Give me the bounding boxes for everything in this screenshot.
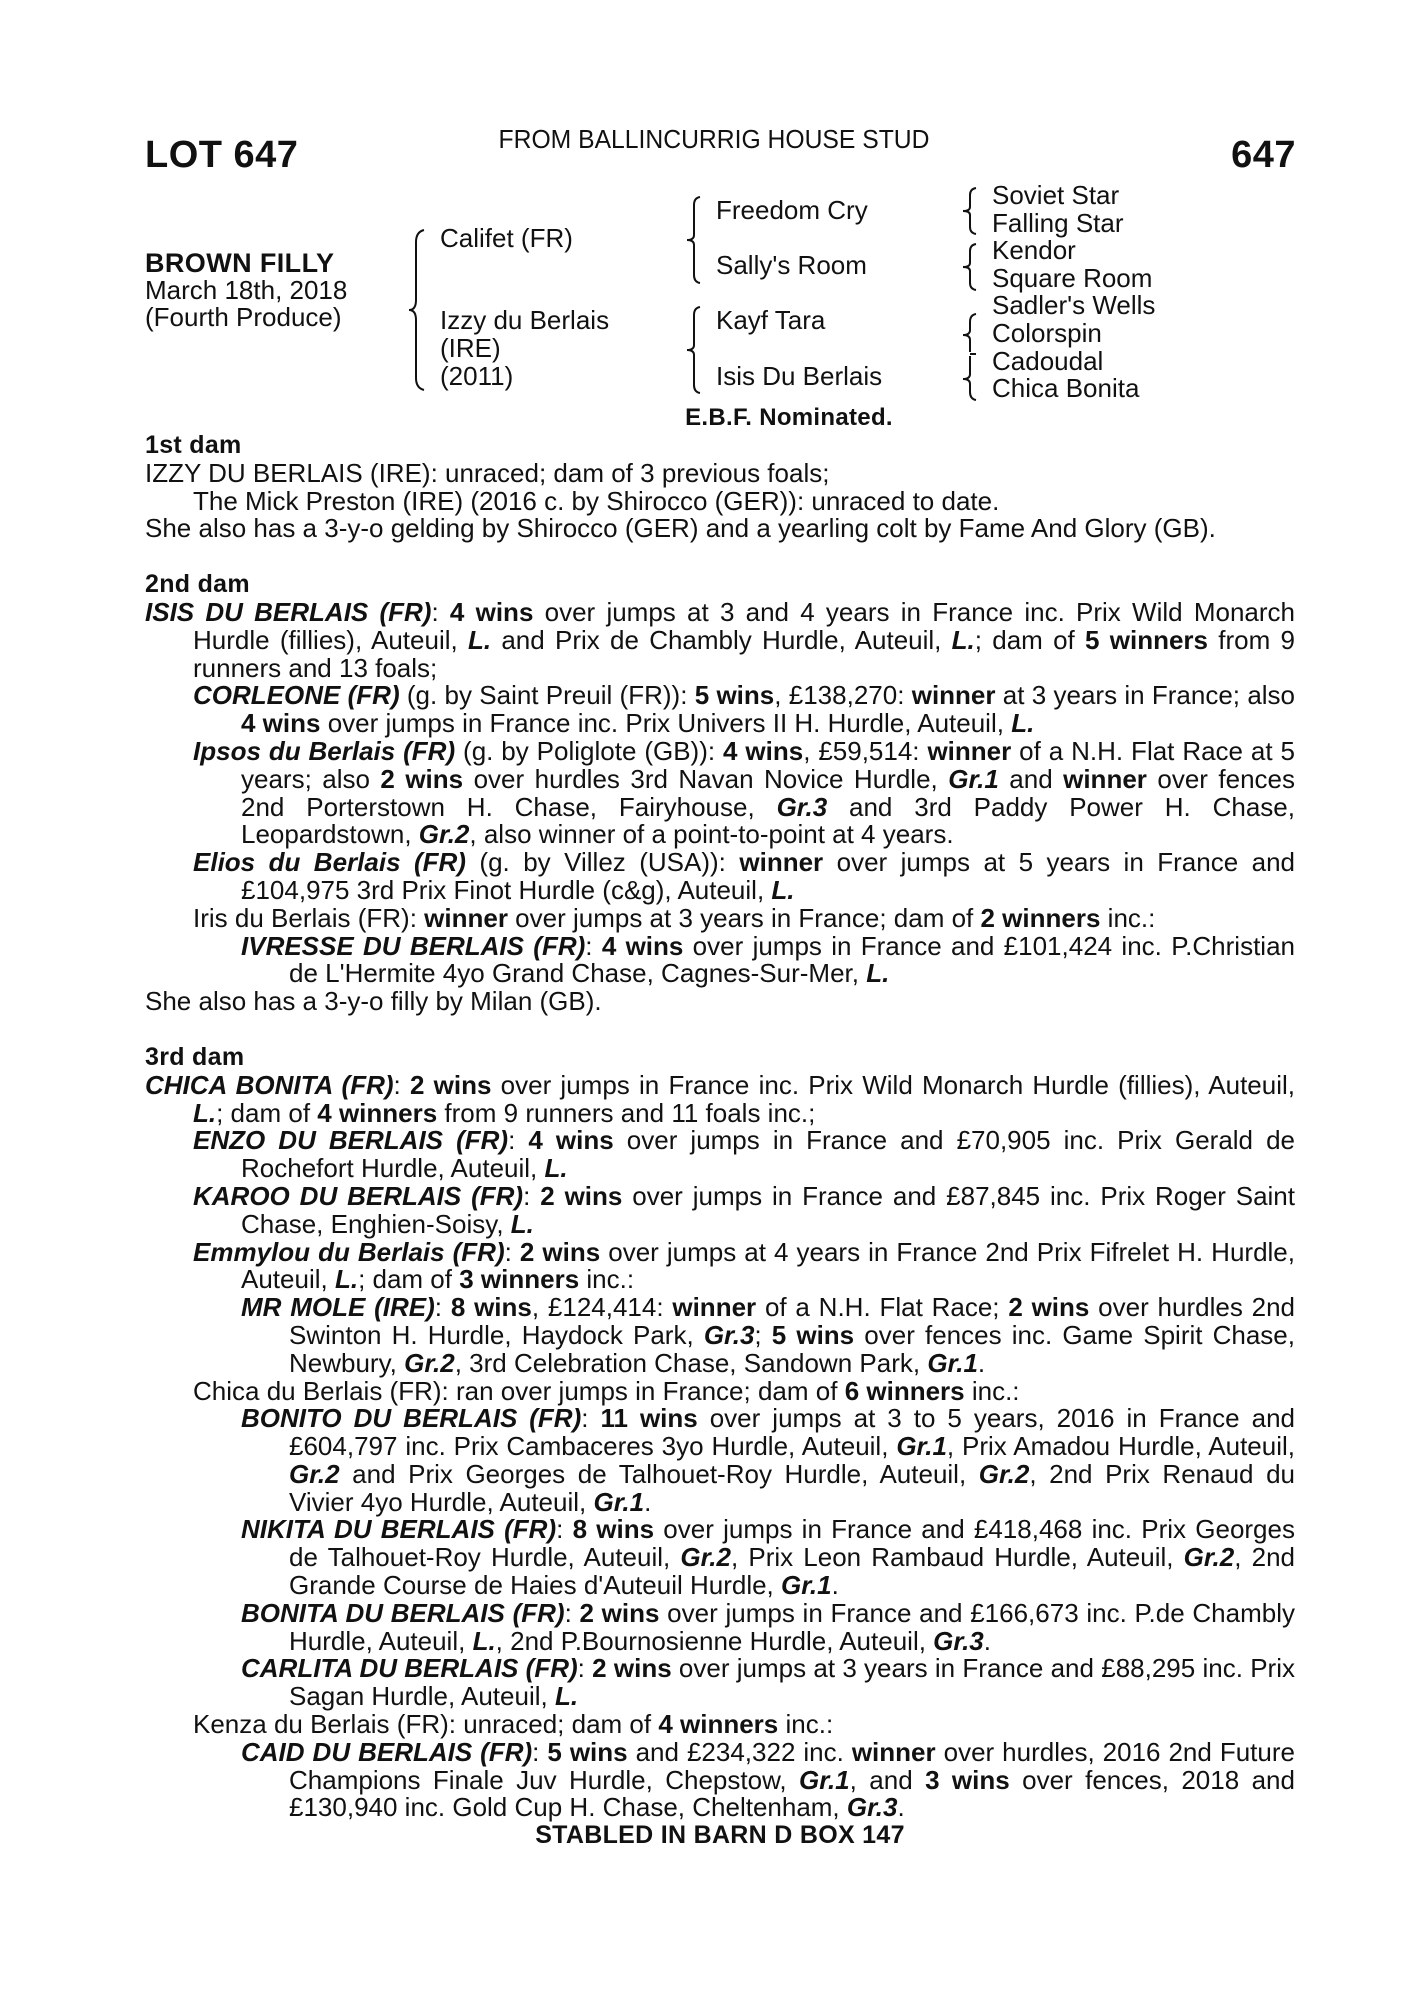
first-dam-foal: The Mick Preston (IRE) (2016 c. by Shirocco (GER)): unraced to date. [193,485,1000,516]
horse-description: BROWN FILLY [145,248,335,278]
text-run: from 9 runners and 11 foals inc.; [437,1097,816,1128]
text-run: over hurdles 2nd Swinton H. Hurdle, Haydock Park, [289,1292,1295,1350]
progeny-entry [145,1597,1295,1656]
progeny-entry [145,1127,1295,1183]
ancestor: Chica Bonita [992,373,1140,404]
text-run: Chica du Berlais (FR): ran over jumps in France; dam of [193,1375,845,1406]
text-run: over hurdles, 2016 2nd Future Champions Finale Juv Hurdle, Chepstow, [289,1736,1295,1795]
bold-text: 5 wins [694,680,775,711]
horse-name: BONITA DU BERLAIS (FR) [241,1597,565,1628]
text-run: (g. by Villez (USA)): [465,847,740,878]
emphasis-text: Gr.1 [948,763,999,794]
text-run: over jumps in France and £87,845 inc. Prix Roger Saint Chase, Enghien-Soisy, [241,1180,1295,1239]
text-run: Iris du Berlais (FR): [193,902,425,933]
pedigree-third-generation [992,182,1155,403]
emphasis-text: Gr.2 [418,819,470,850]
bold-text: 8 wins [572,1514,655,1545]
progeny-entry [145,1516,1295,1599]
text-run: : [431,596,450,627]
brace-icon [962,312,978,402]
bold-text: 2 wins [380,763,464,794]
bold-text: winner [911,680,996,711]
emphasis-text: Gr.1 [799,1764,850,1795]
text-run: (g. by Saint Preuil (FR)): [399,680,695,711]
text-run: : [434,1292,451,1323]
text-run: over jumps in France and £418,468 inc. Prix Georges de Talhouet-Roy Hurdle, Auteuil, [289,1514,1295,1573]
text-run: ; [754,1319,772,1350]
catalogue-body [145,432,1295,1850]
produce-number: (Fourth Produce) [145,302,342,332]
bold-text: 2 wins [409,1069,492,1100]
emphasis-text: Gr.3 [776,791,828,822]
bold-text: 4 wins [241,708,321,739]
text-run: : [393,1069,410,1100]
progeny-entry [145,1711,1295,1739]
bold-text: 4 wins [723,735,804,766]
text-run: and Prix Georges de Talhouet-Roy Hurdle, Auteuil, [339,1458,979,1489]
text-run: and 3rd Paddy Power H. Chase, Leopardstown, [241,791,1295,850]
text-run: over jumps in France inc. Prix Univers II H. Hurdle, Auteuil, [320,708,1012,739]
lot-number: 647 [1231,134,1296,176]
progeny-entry [145,735,1295,850]
text-run: over jumps in France and £101,424 inc. P.Christian de L'Hermite 4yo Grand Chase, Cagnes-Sur-Mer, [289,930,1295,989]
emphasis-text: Gr.3 [933,1625,984,1656]
bold-text: 5 winners [1085,624,1209,655]
text-run: over jumps in France and £70,905 inc. Prix Gerald de Rochefort Hurdle, Auteuil, [241,1125,1296,1184]
bold-text: 4 wins [449,596,534,627]
text-run: at 3 years in France; also [995,680,1296,711]
bold-text: 3 winners [459,1264,580,1295]
pedigree-dam-dam: Isis Du Berlais [716,361,883,391]
text-run: ; dam of [358,1264,460,1295]
bold-text: 2 wins [1008,1292,1090,1323]
text-run: : [556,1514,573,1545]
emphasis-text: L. [334,1264,359,1295]
emphasis-text: Gr.2 [289,1458,340,1489]
pedigree-sire-dam: Sally's Room [716,250,867,280]
horse-name: CHICA BONITA (FR) [145,1069,394,1100]
horse-name: ENZO DU BERLAIS (FR) [193,1125,509,1156]
progeny-entry [145,1405,1295,1516]
ancestor: Kendor [992,235,1076,266]
text-run: inc.: [964,1375,1020,1406]
first-dam-heading: 1st dam [145,431,242,459]
bold-text: 4 winners [658,1709,779,1740]
bold-text: winner [927,735,1012,766]
emphasis-text: L. [1011,708,1035,739]
emphasis-text: L. [544,1153,568,1184]
text-run: : [504,1236,520,1267]
bold-text: 5 wins [547,1736,628,1767]
brace-icon [408,228,426,392]
emphasis-text: Gr.2 [1183,1542,1235,1573]
ebf-nominated [0,404,1428,432]
bold-text: winner [739,847,824,878]
ancestor: Colorspin [992,317,1102,348]
bold-text: 4 wins [601,930,684,961]
horse-name: ISIS DU BERLAIS (FR) [145,596,432,627]
emphasis-text: L. [467,624,492,655]
bold-text: 4 wins [528,1125,614,1156]
pedigree-dam-sire: Kayf Tara [716,305,826,335]
progeny-entry [145,682,1295,738]
bold-text: 3 wins [925,1764,1010,1795]
progeny-entry [145,902,1295,933]
bold-text: 2 wins [540,1180,623,1211]
first-dam-entry: IZZY DU BERLAIS (IRE): unraced; dam of 3 previous foals; [145,457,830,488]
bold-text: 4 winners [317,1097,438,1128]
text-run: (g. by Poliglote (GB)): [455,735,724,766]
horse-name: BONITO DU BERLAIS (FR) [241,1403,582,1434]
bold-text: winner [424,902,508,933]
emphasis-text: Gr.2 [978,1458,1030,1489]
bold-text: 2 wins [579,1597,660,1628]
second-dam-also: She also has a 3-y-o filly by Milan (GB). [145,986,602,1017]
emphasis-text: Gr.1 [896,1431,947,1462]
bold-text: 5 wins [771,1319,855,1350]
text-run: over jumps in France inc. Prix Wild Monarch Hurdle (fillies), Auteuil, [491,1069,1295,1100]
bold-text: 2 wins [519,1236,601,1267]
text-run: , 3rd Celebration Chase, Sandown Park, [454,1347,928,1378]
bold-text: winner [672,1292,757,1323]
text-run: : [577,1653,593,1684]
progeny-entry [145,1180,1295,1239]
text-run: : [523,1180,541,1211]
vendor-name: FROM BALLINCURRIG HOUSE STUD [498,124,930,154]
text-run: and £234,322 inc. [627,1736,852,1767]
bold-text: winner [1063,763,1147,794]
text-run: over jumps at 3 years in France; dam of [507,902,981,933]
horse-name: IVRESSE DU BERLAIS (FR) [241,930,586,961]
text-run: , also winner of a point-to-point at 4 years. [469,819,954,850]
text-run: inc.: [778,1709,834,1740]
text-run: : [532,1736,548,1767]
ancestor: Falling Star [992,207,1124,238]
third-dam-heading: 3rd dam [145,1042,245,1071]
stabling-info: STABLED IN BARN D BOX 147 [535,1821,905,1850]
emphasis-text: Gr.3 [703,1319,755,1350]
text-run: , £138,270: [774,680,912,711]
emphasis-text: L. [472,1625,496,1656]
horse-name: KAROO DU BERLAIS (FR) [193,1180,524,1211]
horse-name: Ipsos du Berlais (FR) [193,735,456,766]
text-run: . [977,1347,986,1378]
horse-name: Elios du Berlais (FR) [193,847,466,878]
text-run: , £124,414: [531,1292,673,1323]
text-run: over jumps at 5 years in France and £104,975 3rd Prix Finot Hurdle (c&g), Auteuil, [241,847,1296,905]
text-run: and Prix de Chambly Hurdle, Auteuil, [491,624,952,655]
text-run: , 2nd Grande Course de Haies d'Auteuil Hurdle, [289,1542,1295,1601]
bold-text: 8 wins [450,1292,532,1323]
progeny-entry [145,1736,1295,1823]
text-run: and [998,763,1064,794]
text-run: ; dam of [216,1097,318,1128]
text-run: , 2nd P.Bournosienne Hurdle, Auteuil, [495,1625,934,1656]
emphasis-text: Gr.2 [404,1347,455,1378]
lot-title: LOT 647 [145,134,299,176]
emphasis-text: L. [193,1097,217,1128]
text-run: , and [849,1764,926,1795]
brace-icon [686,305,702,395]
ebf-label: E.B.F. Nominated. [685,404,893,431]
text-run: over fences, 2018 and £130,940 inc. Gold Cup H. Chase, Cheltenham, [289,1764,1295,1823]
foaling-date: March 18th, 2018 [145,275,348,305]
pedigree-dam-country: (IRE) [440,333,501,363]
text-run: inc.: [1100,902,1156,933]
text-run: : [564,1597,580,1628]
bold-text: 6 winners [844,1375,965,1406]
text-run: : [585,930,602,961]
text-run: from 9 runners and 13 foals; [193,624,1295,683]
horse-name: CORLEONE (FR) [193,680,400,711]
text-run: over jumps at 3 years in France and £88,295 inc. Prix Sagan Hurdle, Auteuil, [289,1653,1295,1712]
bold-text: 2 wins [592,1653,672,1684]
text-run: . [897,1792,905,1823]
second-dam-entry [145,596,1295,683]
text-run: of a N.H. Flat Race at 5 years; also [241,735,1295,794]
emphasis-text: L. [554,1681,579,1712]
progeny-entry [145,930,1295,989]
text-run: over fences inc. Game Spirit Chase, Newbury, [289,1319,1295,1378]
text-run: ; dam of [974,624,1086,655]
progeny-entry [145,1375,1295,1406]
text-run: of a N.H. Flat Race; [756,1292,1009,1323]
bold-text: 11 wins [600,1403,698,1434]
text-run: . [644,1486,652,1517]
progeny-entry [145,849,1295,905]
horse-name: CARLITA DU BERLAIS (FR) [241,1653,578,1684]
horse-name: Emmylou du Berlais (FR) [193,1236,505,1267]
emphasis-text: L. [951,624,975,655]
third-dam-entry [145,1069,1295,1128]
text-run: : [581,1403,601,1434]
text-run: over jumps at 3 to 5 years, 2016 in France and £604,797 inc. Prix Cambaceres 3yo Hurdle, Auteuil, [289,1403,1296,1462]
second-dam-heading: 2nd dam [145,570,250,599]
ancestor: Cadoudal [992,345,1104,376]
text-run: , 2nd Prix Renaud du Vivier 4yo Hurdle, Auteuil, [289,1458,1295,1517]
first-dam-also: She also has a 3-y-o gelding by Shirocco (GER) and a yearling colt by Fame And Glory (GB). [145,513,1216,544]
bold-text: winner [851,1736,936,1767]
text-run: Kenza du Berlais (FR): unraced; dam of [193,1709,659,1740]
bold-text: 2 winners [980,902,1101,933]
text-run: inc.: [579,1264,635,1295]
progeny-entry [145,1236,1295,1295]
text-run: , Prix Amadou Hurdle, Auteuil, [946,1431,1295,1462]
emphasis-text: L. [510,1208,534,1239]
progeny-entry [145,1294,1295,1377]
pedigree-dam [440,306,609,390]
text-run: over fences 2nd Porterstown H. Chase, Fairyhouse, [241,763,1295,822]
text-run: over hurdles 3rd Navan Novice Hurdle, [463,763,949,794]
brace-icon [686,195,702,285]
horse-info [145,250,347,331]
pedigree-sire-sire: Freedom Cry [716,195,868,225]
text-run: , £59,514: [803,735,928,766]
text-run: over jumps at 4 years in France 2nd Prix Fifrelet H. Hurdle, Auteuil, [241,1236,1295,1295]
ancestor: Square Room [992,262,1153,293]
text-run: , Prix Leon Rambaud Hurdle, Auteuil, [730,1542,1184,1573]
brace-icon [962,186,978,236]
ancestor: Soviet Star [992,180,1120,210]
emphasis-text: Gr.1 [593,1486,645,1517]
text-run: . [983,1625,991,1656]
horse-name: CAID DU BERLAIS (FR) [241,1736,533,1767]
text-run: over jumps in France and £166,673 inc. P.de Chambly Hurdle, Auteuil, [289,1597,1295,1656]
emphasis-text: Gr.2 [680,1542,731,1573]
ancestor: Sadler's Wells [992,290,1156,321]
horse-name: NIKITA DU BERLAIS (FR) [241,1514,557,1545]
text-run: : [508,1125,529,1156]
emphasis-text: L. [866,958,890,989]
emphasis-text: L. [771,874,795,905]
emphasis-text: Gr.3 [846,1792,898,1823]
brace-icon [962,242,978,292]
emphasis-text: Gr.1 [927,1347,978,1378]
emphasis-text: Gr.1 [781,1570,832,1601]
pedigree-sire: Califet (FR) [440,223,573,253]
text-run: . [831,1570,839,1601]
horse-name: MR MOLE (IRE) [241,1292,435,1323]
progeny-entry [145,1655,1295,1711]
text-run: over jumps at 3 and 4 years in France inc. Prix Wild Monarch Hurdle (fillies), Auteuil, [193,596,1295,655]
pedigree-dam-year: (2011) [440,361,514,391]
pedigree-dam-name: Izzy du Berlais [440,305,610,335]
